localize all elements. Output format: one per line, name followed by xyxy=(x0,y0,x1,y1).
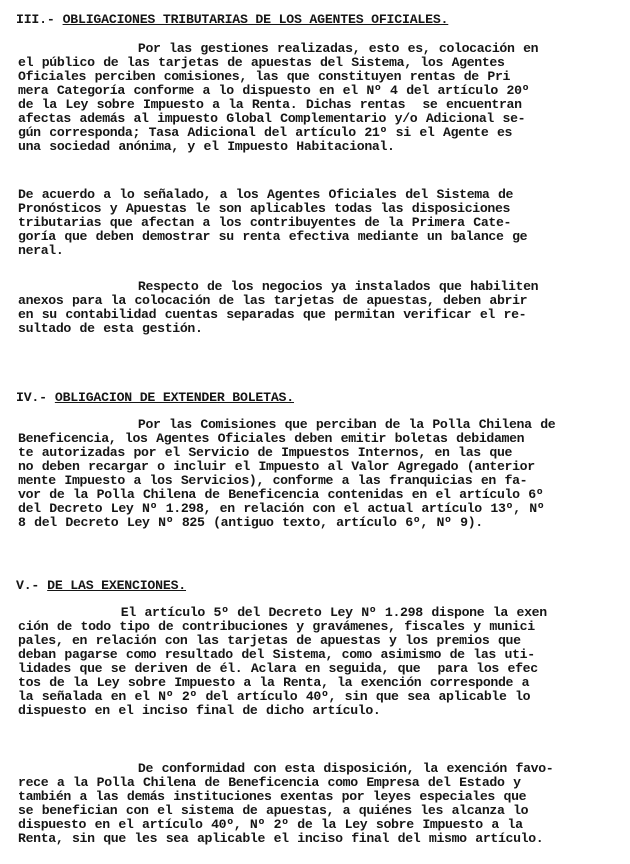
text-line: Renta, sin que les sea aplicable el inciso final del mismo artículo. xyxy=(18,832,544,846)
paragraph xyxy=(18,42,618,154)
paragraph xyxy=(18,280,618,336)
text-line: Pronósticos y Apuestas le son aplicables todas las disposiciones xyxy=(18,202,511,216)
text-line: goría que deben demostrar su renta efectiva mediante un balance ge xyxy=(18,230,528,244)
paragraph xyxy=(18,418,618,530)
text-line: mera Categoría conforme a lo dispuesto en el Nº 4 del artículo 20º xyxy=(18,84,530,98)
text-line: pales, en relación con las tarjetas de apuestas y los premios que xyxy=(18,634,521,648)
text-line: Beneficencia, los Agentes Oficiales deben emitir boletas debidamen xyxy=(18,432,525,446)
paragraph xyxy=(18,188,618,258)
text-line: lidades que se deriven de él. Aclara en seguida, que para los efec xyxy=(18,662,538,676)
section-title: OBLIGACION DE EXTENDER BOLETAS. xyxy=(54,390,294,405)
text-line: el público de las tarjetas de apuestas del Sistema, los Agentes xyxy=(18,56,505,70)
text-line: también a las demás instituciones exentas por leyes especiales que xyxy=(18,790,527,804)
text-line: mente Impuesto a los Servicios), conforme a las franquicias en fa- xyxy=(18,474,528,488)
text-line: deban pagarse como resultado del Sistema, como asimismo de las uti- xyxy=(18,648,535,662)
text-line: tos de la Ley sobre Impuesto a la Renta, la exención corresponde a xyxy=(18,676,530,690)
text-line: tributarias que afectan a los contribuyentes de la Primera Cate- xyxy=(18,216,512,230)
text-line: gún corresponda; Tasa Adicional del artículo 21º si el Agente es xyxy=(18,126,513,140)
section-title: OBLIGACIONES TRIBUTARIAS DE LOS AGENTES OFICIALES. xyxy=(62,12,449,27)
text-line: dispuesto en el inciso final de dicho artículo. xyxy=(18,704,381,718)
text-line: vor de la Polla Chilena de Beneficencia contenidas en el artículo 6º xyxy=(18,488,544,502)
paragraph xyxy=(18,762,618,846)
section-number: III.- xyxy=(16,12,55,27)
text-line: Oficiales perciben comisiones, las que constituyen rentas de Pri xyxy=(18,70,511,84)
section-heading-iv xyxy=(16,390,294,405)
text-line: de la Ley sobre Impuesto a la Renta. Dichas rentas se encuentran xyxy=(18,98,522,112)
text-line: te autorizadas por el Servicio de Impuestos Internos, en las que xyxy=(18,446,513,460)
section-title: DE LAS EXENCIONES. xyxy=(47,578,187,593)
paragraph xyxy=(18,606,618,718)
text-line: De acuerdo a lo señalado, a los Agentes Oficiales del Sistema de xyxy=(18,188,514,202)
text-line: afectas además al impuesto Global Complementario y/o Adicional se- xyxy=(18,112,526,126)
text-line: Respecto de los negocios ya instalados que habiliten xyxy=(18,280,539,294)
text-line: ción de todo tipo de contribuciones y gravámenes, fiscales y munici xyxy=(18,620,535,634)
text-line: El artículo 5º del Decreto Ley Nº 1.298 dispone la exen xyxy=(18,606,547,620)
section-heading-v xyxy=(16,578,186,593)
text-line: rece a la Polla Chilena de Beneficencia como Empresa del Estado y xyxy=(18,776,521,790)
text-line: neral. xyxy=(18,244,64,258)
text-line: Por las Comisiones que perciban de la Polla Chilena de xyxy=(18,418,556,432)
text-line: Por las gestiones realizadas, esto es, colocación en xyxy=(18,42,539,56)
text-line: del Decreto Ley Nº 1.298, en relación con el actual artículo 13º, Nº xyxy=(18,502,545,516)
text-line: en su contabilidad cuentas separadas que permitan verificar el re- xyxy=(18,308,527,322)
text-line: una sociedad anónima, y el Impuesto Habitacional. xyxy=(18,140,395,154)
text-line: anexos para la colocación de las tarjetas de apuestas, deben abrir xyxy=(18,294,528,308)
text-line: no deben recargar o incluir el Impuesto al Valor Agregado (anterior xyxy=(18,460,535,474)
text-line: se benefician con el sistema de apuestas, a quiénes les alcanza lo xyxy=(18,804,529,818)
text-line: 8 del Decreto Ley Nº 825 (antiguo texto, artículo 6º, Nº 9). xyxy=(18,516,483,530)
text-line: la señalada en el Nº 2º del artículo 40º, sin que sea aplicable lo xyxy=(18,690,531,704)
section-number: V.- xyxy=(16,578,40,593)
section-heading-iii xyxy=(16,12,448,27)
text-line: sultado de esta gestión. xyxy=(18,322,203,336)
text-line: De conformidad con esta disposición, la exención favo- xyxy=(18,762,554,776)
text-line: dispuesto en el artículo 40º, Nº 2º de la Ley sobre Impuesto a la xyxy=(18,818,523,832)
section-number: IV.- xyxy=(16,390,47,405)
